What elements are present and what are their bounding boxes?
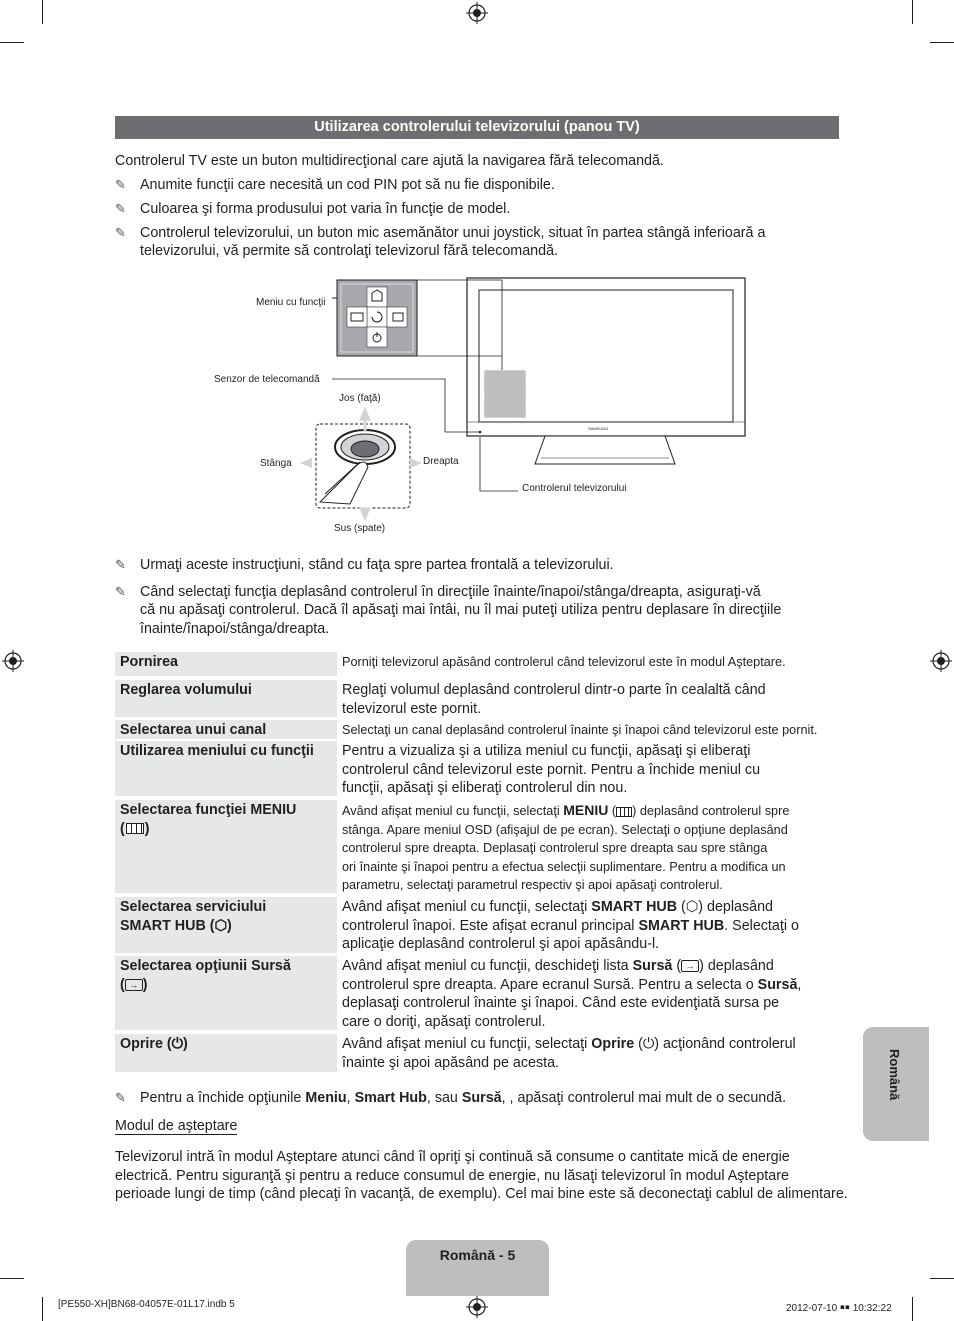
power-icon: ⏻: [171, 1036, 183, 1052]
crop-mark: [42, 0, 43, 24]
power-icon: ⏻: [642, 1036, 655, 1052]
page-number-tab: Română - 5: [406, 1240, 549, 1296]
crop-mark: [0, 1278, 24, 1279]
menu-icon: [126, 823, 144, 834]
note-pencil-icon: ✎: [115, 177, 126, 192]
section-title: Utilizarea controlerului televizorului (panou TV): [115, 116, 839, 139]
crop-mark: [0, 42, 24, 43]
table-row-desc: Porniţi televizorul apăsând controlerul când televizorul este în modul Aşteptare.: [342, 655, 786, 669]
table-row-label: Selectarea serviciului SMART HUB (⬡): [115, 897, 337, 953]
crop-mark: [930, 42, 954, 43]
intro-text: Controlerul TV este un buton multidirecţional care ajută la navigarea fără telecomandă.: [115, 153, 664, 169]
crop-mark: [930, 1278, 954, 1279]
source-icon: →: [125, 979, 143, 991]
table-row-label: Utilizarea meniului cu funcţii: [115, 741, 337, 796]
crop-mark: [912, 0, 913, 24]
table-row-desc: Reglaţi volumul deplasând controlerul dintr-o parte în cealaltă când televizorul este pornit.: [342, 682, 766, 717]
table-row-desc: Pentru a vizualiza şi a utiliza meniul cu funcţii, apăsaţi şi eliberaţi controlerul când televizorul este pornit. Pentru a închide meniul cu funcţii, apăsaţi şi eliberaţi controlerul din nou.: [342, 743, 761, 796]
note-pencil-icon: ✎: [115, 201, 126, 216]
registration-mark-icon: [930, 650, 952, 672]
table-row-label: Reglarea volumului: [115, 680, 337, 717]
crop-mark: [42, 1297, 43, 1321]
left-label: Stânga: [260, 458, 292, 469]
table-row-label: Pornirea: [115, 652, 337, 676]
source-icon: →: [681, 960, 699, 972]
down-label: Jos (faţă): [339, 393, 381, 404]
smart-hub-icon: ⬡: [214, 917, 227, 934]
sensor-label: Senzor de telecomandă: [214, 374, 320, 385]
standby-text: Televizorul intră în modul Aşteptare atunci când îl opriţi şi continuă să consume o cantitate mică de energie electrică. Pentru siguranţă şi pentru a reduce consumul de energie, nu lăsaţi televizorul în modul Aşteptare perioade lungi de timp (când plecaţi în vacanţă, de exemplu). Cel mai bine este să deconectaţi cablul de alimentare.: [115, 1149, 848, 1202]
table-row-label: Selectarea funcţiei MENIU ( ): [115, 800, 337, 893]
table-row-label: Selectarea unui canal: [115, 720, 337, 739]
right-label: Dreapta: [423, 456, 459, 467]
note-pencil-icon: ✎: [115, 1090, 126, 1105]
note-direction: ✎ Când selectaţi funcţia deplasând controlerul în direcţiile înainte/înapoi/stânga/dreapta, asiguraţi-vă că nu apăsaţi controlerul. Dacă îl apăsaţi mai întâi, nu îl mai puteţi utiliza pentru deplasare în direcţiile înainte/înapoi/stânga/dreapta.: [115, 584, 782, 637]
standby-heading: Modul de aşteptare: [115, 1118, 238, 1134]
note-pencil-icon: ✎: [115, 584, 126, 599]
table-row-desc: Având afişat meniul cu funcţii, selectaţi MENIU ( ) deplasând controlerul spre stânga. Apare meniul OSD (afişajul de pe ecran). Selectaţi o opţiune deplasând controlerul spre dreapta. Deplasaţi controlerul spre dreapta sau spre stânga ori înainte şi înapoi pentru a efectua selecţii suplimentare. Pentru a modifica un parametru, selectaţi parametrul respectiv şi apoi apăsaţi controlerul.: [342, 802, 790, 892]
language-side-tab: Română: [863, 1027, 929, 1141]
table-row-label: Oprire (⏻): [115, 1034, 337, 1072]
note-controller: ✎ Controlerul televizorului, un buton mic asemănător unui joystick, situat în partea stângă inferioară a televizorului, vă permite să controlaţi televizorul fără telecomandă.: [115, 225, 766, 259]
registration-mark-icon: [466, 1296, 488, 1318]
footer-filename: [PE550-XH]BN68-04057E-01L17.indb 5: [58, 1299, 235, 1310]
table-row-desc: Având afişat meniul cu funcţii, selectaţi Oprire (⏻) acţionând controlerul înainte şi apoi apăsând pe acesta.: [342, 1036, 796, 1071]
footer-timestamp: 2012-07-10 ￭￭ 10:32:22: [786, 1303, 892, 1314]
registration-mark-icon: [2, 650, 24, 672]
menu-icon: [616, 807, 632, 817]
table-row-desc: Având afişat meniul cu funcţii, selectaţi SMART HUB (⬡) deplasând controlerul înapoi. Este afişat ecranul principal SMART HUB. Selectaţi o aplicaţie deplasând controlerul şi apoi apăsându-l.: [342, 899, 799, 952]
crop-mark: [912, 1297, 913, 1321]
note-pencil-icon: ✎: [115, 225, 126, 240]
smart-hub-icon: ⬡: [685, 899, 699, 915]
tv-brand-text: SAMSUNG: [588, 426, 609, 431]
table-row-desc: Selectaţi un canal deplasând controlerul înainte şi înapoi când televizorul este pornit.: [342, 723, 818, 737]
tv-controller-diagram: [200, 272, 760, 544]
note-pencil-icon: ✎: [115, 557, 126, 572]
menu-label: Meniu cu funcţii: [256, 297, 326, 308]
table-row-label: Selectarea opţiunii Sursă ( → ): [115, 956, 337, 1030]
table-row-desc: Având afişat meniul cu funcţii, deschideţi lista Sursă ( → ) deplasând controlerul spre dreapta. Apare ecranul Sursă. Pentru a selecta o Sursă, deplasaţi controlerul înainte şi înapoi. Când este evidenţiată sursa pe care o doriţi, apăsaţi controlerul.: [342, 958, 802, 1030]
registration-mark-icon: [466, 2, 488, 24]
controller-label: Controlerul televizorului: [522, 483, 627, 494]
up-label: Sus (spate): [334, 523, 386, 534]
